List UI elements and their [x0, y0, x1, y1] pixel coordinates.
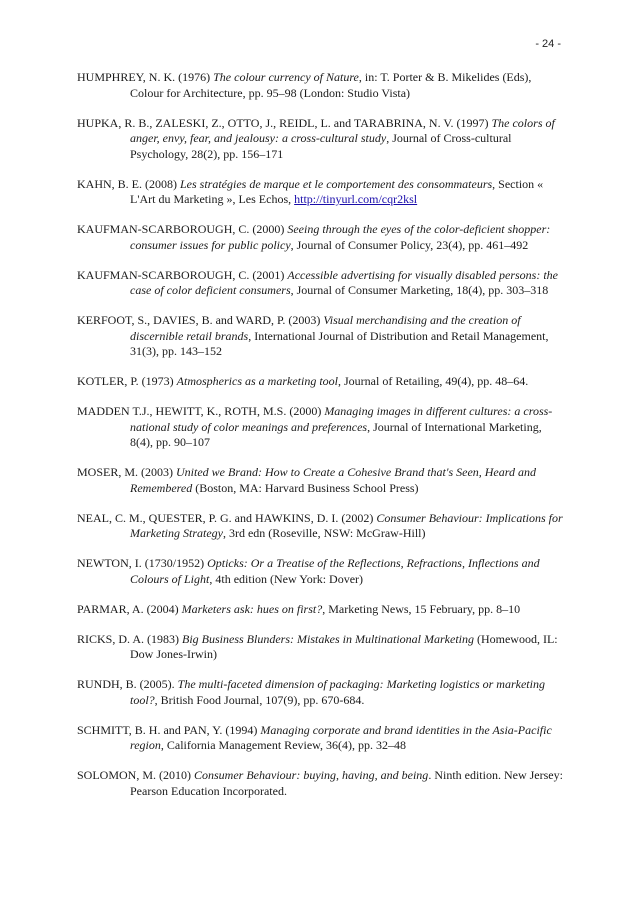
reference-entry	[77, 374, 563, 390]
ref-title: Managing images in different cultures: a cross-national study of color meanings and preferences	[130, 404, 553, 434]
ref-authors-year: KAUFMAN-SCARBOROUGH, C. (2001)	[77, 267, 288, 282]
ref-authors-year: HUPKA, R. B., ZALESKI, Z., OTTO, J., REIDL, L. and TARABRINA, N. V. (1997)	[77, 115, 492, 130]
ref-authors-year: RUNDH, B. (2005).	[77, 677, 178, 691]
reference-entry	[77, 268, 563, 299]
reference-entry	[77, 556, 563, 587]
reference-list	[77, 70, 563, 814]
reference-entry	[77, 511, 563, 542]
ref-source: , International Journal of Distribution and Retail Management, 31(3), pp. 143–152	[130, 328, 549, 358]
ref-source: , Journal of Cross-cultural Psychology, 28(2), pp. 156–171	[130, 131, 512, 161]
ref-authors-year: RICKS, D. A. (1983)	[77, 631, 183, 646]
ref-authors-year: KERFOOT, S., DAVIES, B. and WARD, P. (2003)	[77, 313, 324, 327]
ref-source: , Journal of International Marketing, 8(4), pp. 90–107	[130, 419, 542, 449]
ref-source: , in: T. Porter & B. Mikelides (Eds), Colour for Architecture, pp. 95–98 (London: Studio Vista)	[130, 70, 532, 100]
reference-entry	[77, 313, 563, 360]
reference-entry	[77, 465, 563, 496]
ref-source: (Homewood, IL: Dow Jones-Irwin)	[130, 631, 558, 661]
reference-entry	[77, 222, 563, 253]
reference-entry	[77, 602, 563, 618]
ref-authors-year: SCHMITT, B. H. and PAN, Y. (1994)	[77, 722, 261, 737]
ref-title: Seeing through the eyes of the color-deficient shopper: consumer issues for public policy	[130, 222, 551, 252]
reference-entry	[77, 116, 563, 163]
ref-title: The colors of anger, envy, fear, and jealousy: a cross-cultural study	[130, 115, 555, 145]
ref-source: , 3rd edn (Roseville, NSW: McGraw-Hill)	[222, 526, 426, 540]
reference-entry	[77, 70, 563, 101]
ref-authors-year: KAUFMAN-SCARBOROUGH, C. (2000)	[77, 222, 288, 236]
reference-entry	[77, 404, 563, 451]
ref-title: The colour currency of Nature	[213, 70, 359, 84]
ref-title: Opticks: Or a Treatise of the Reflections, Refractions, Inflections and Colours of Light	[130, 556, 540, 586]
ref-source: , Journal of Retailing, 49(4), pp. 48–64.	[338, 374, 529, 388]
ref-title: Managing corporate and brand identities in the Asia-Pacific region	[130, 722, 552, 752]
reference-entry	[77, 632, 563, 663]
ref-title: Marketers ask: hues on first?	[181, 601, 323, 616]
ref-source: , British Food Journal, 107(9), pp. 670-684.	[154, 692, 365, 707]
page-number: - 24 -	[535, 38, 561, 50]
reference-entry	[77, 677, 563, 708]
ref-link[interactable]: http://tinyurl.com/cqr2ksl	[294, 192, 418, 206]
ref-authors-year: KOTLER, P. (1973)	[77, 374, 177, 388]
ref-authors-year: MOSER, M. (2003)	[77, 465, 177, 479]
ref-authors-year: SOLOMON, M. (2010)	[77, 768, 194, 782]
ref-title: Les stratégies de marque et le comportement des consommateurs	[180, 176, 493, 191]
ref-authors-year: NEAL, C. M., QUESTER, P. G. and HAWKINS, D. I. (2002)	[77, 510, 377, 525]
ref-source: . Ninth edition. New Jersey: Pearson Education Incorporated.	[130, 768, 563, 798]
ref-source: , Journal of Consumer Policy, 23(4), pp. 461–492	[290, 237, 529, 252]
ref-authors-year: KAHN, B. E. (2008)	[77, 176, 180, 191]
ref-source: , 4th edition (New York: Dover)	[209, 571, 364, 586]
ref-title: Accessible advertising for visually disabled persons: the case of color deficient consumers	[130, 267, 558, 297]
ref-source: (Boston, MA: Harvard Business School Press)	[192, 480, 419, 495]
ref-title: United we Brand: How to Create a Cohesive Brand that's Seen, Heard and Remembered	[130, 465, 536, 495]
ref-source: , California Management Review, 36(4), pp. 32–48	[160, 738, 407, 752]
ref-source: , Journal of Consumer Marketing, 18(4), pp. 303–318	[290, 283, 549, 297]
reference-entry	[77, 768, 563, 799]
ref-title: Consumer Behaviour: Implications for Marketing Strategy	[130, 510, 563, 540]
ref-title: Visual merchandising and the creation of discernible retail brands	[130, 313, 521, 343]
ref-source: , Marketing News, 15 February, pp. 8–10	[322, 601, 521, 616]
ref-title: The multi-faceted dimension of packaging: Marketing logistics or marketing tool?	[130, 677, 545, 707]
reference-entry	[77, 723, 563, 754]
ref-source: , Section « L'Art du Marketing », Les Echos,	[130, 176, 544, 206]
ref-title: Consumer Behaviour: buying, having, and being	[194, 768, 429, 782]
ref-title: Big Business Blunders: Mistakes in Multinational Marketing	[182, 631, 474, 646]
reference-entry	[77, 177, 563, 208]
ref-title: Atmospherics as a marketing tool	[176, 374, 338, 388]
ref-authors-year: PARMAR, A. (2004)	[77, 601, 182, 616]
ref-authors-year: NEWTON, I. (1730/1952)	[77, 556, 208, 570]
ref-authors-year: HUMPHREY, N. K. (1976)	[77, 70, 214, 84]
ref-authors-year: MADDEN T.J., HEWITT, K., ROTH, M.S. (2000)	[77, 404, 325, 418]
